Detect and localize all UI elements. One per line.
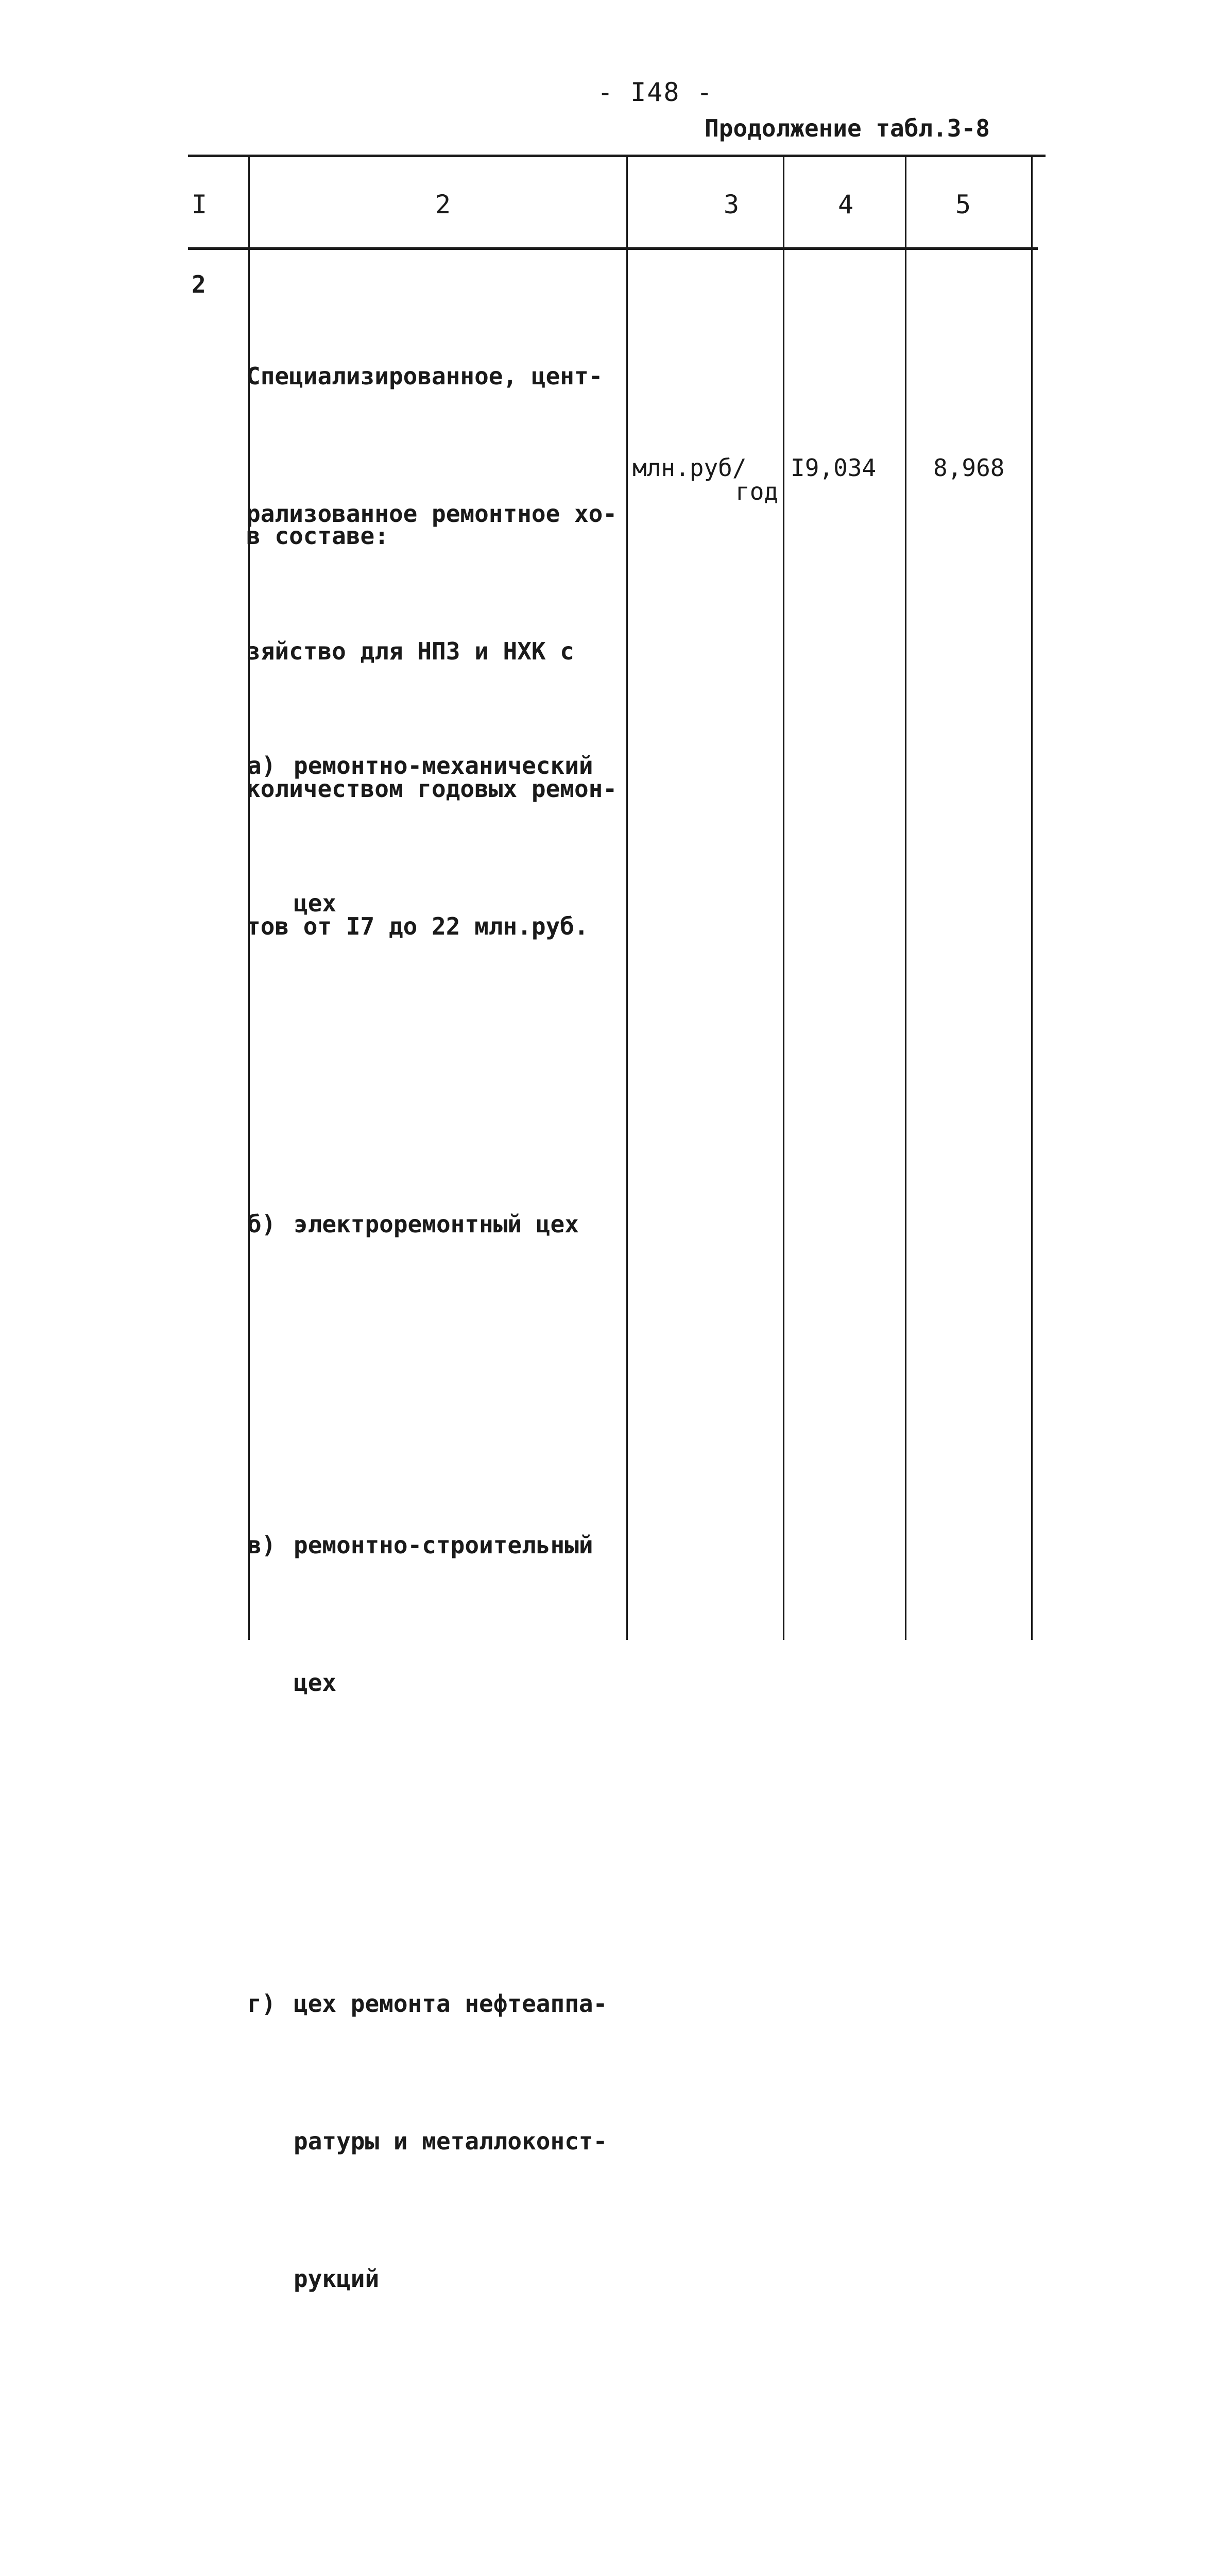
- column-divider-2: [626, 156, 628, 1640]
- description-line: количеством годовых ремон-: [246, 775, 618, 803]
- header-col-3: 3: [724, 190, 740, 219]
- item-text: рукций: [294, 2265, 380, 2293]
- header-col-5: 5: [955, 190, 971, 219]
- column-divider-4: [905, 156, 906, 1640]
- table-continuation-caption: Продолжение табл.3-8: [705, 114, 990, 142]
- item-text: электроремонтный цех: [294, 1210, 579, 1238]
- header-col-4: 4: [838, 190, 854, 219]
- value-col-4: I9,034: [791, 454, 877, 482]
- table-top-border: [188, 155, 1046, 157]
- page-number: - I48 -: [597, 77, 713, 107]
- composition-item: [247, 1431, 622, 1798]
- item-text: цех ремонта нефтеаппа-: [294, 1990, 608, 2018]
- column-divider-5: [1031, 156, 1033, 1640]
- description-line: тов от I7 до 22 млн.руб.: [246, 912, 589, 940]
- row-index: 2: [192, 270, 206, 298]
- item-marker: в): [247, 1531, 276, 1559]
- composition-item: [247, 1889, 622, 2394]
- composition-list: [247, 560, 622, 2576]
- composition-item: [247, 651, 622, 1018]
- value-col-5: 8,968: [933, 454, 1005, 482]
- item-marker: а): [247, 752, 276, 779]
- header-col-2: 2: [435, 190, 451, 219]
- header-col-1: I: [192, 190, 208, 219]
- description-line: зяйство для НПЗ и НХК с: [246, 637, 574, 665]
- header-bottom-border: [188, 247, 1038, 250]
- composition-item: [247, 1110, 622, 1339]
- item-text: ремонтно-механический: [294, 752, 593, 779]
- item-marker: г): [247, 1990, 276, 2018]
- item-marker: б): [247, 1210, 276, 1238]
- unit-line-2: год: [735, 478, 779, 505]
- composition-title: в составе:: [246, 522, 389, 550]
- composition-item: [247, 2485, 622, 2576]
- item-text: цех: [294, 1669, 337, 1697]
- description-line: рализованное ремонтное хо-: [246, 500, 618, 528]
- description-line: Специализированное, цент-: [246, 362, 603, 390]
- item-text: ремонтно-строительный: [294, 1531, 593, 1559]
- item-text: ратуры и металлоконст-: [294, 2127, 608, 2155]
- column-divider-3: [783, 156, 784, 1640]
- unit-line-1: млн.руб/: [632, 454, 747, 482]
- item-text: цех: [294, 889, 337, 917]
